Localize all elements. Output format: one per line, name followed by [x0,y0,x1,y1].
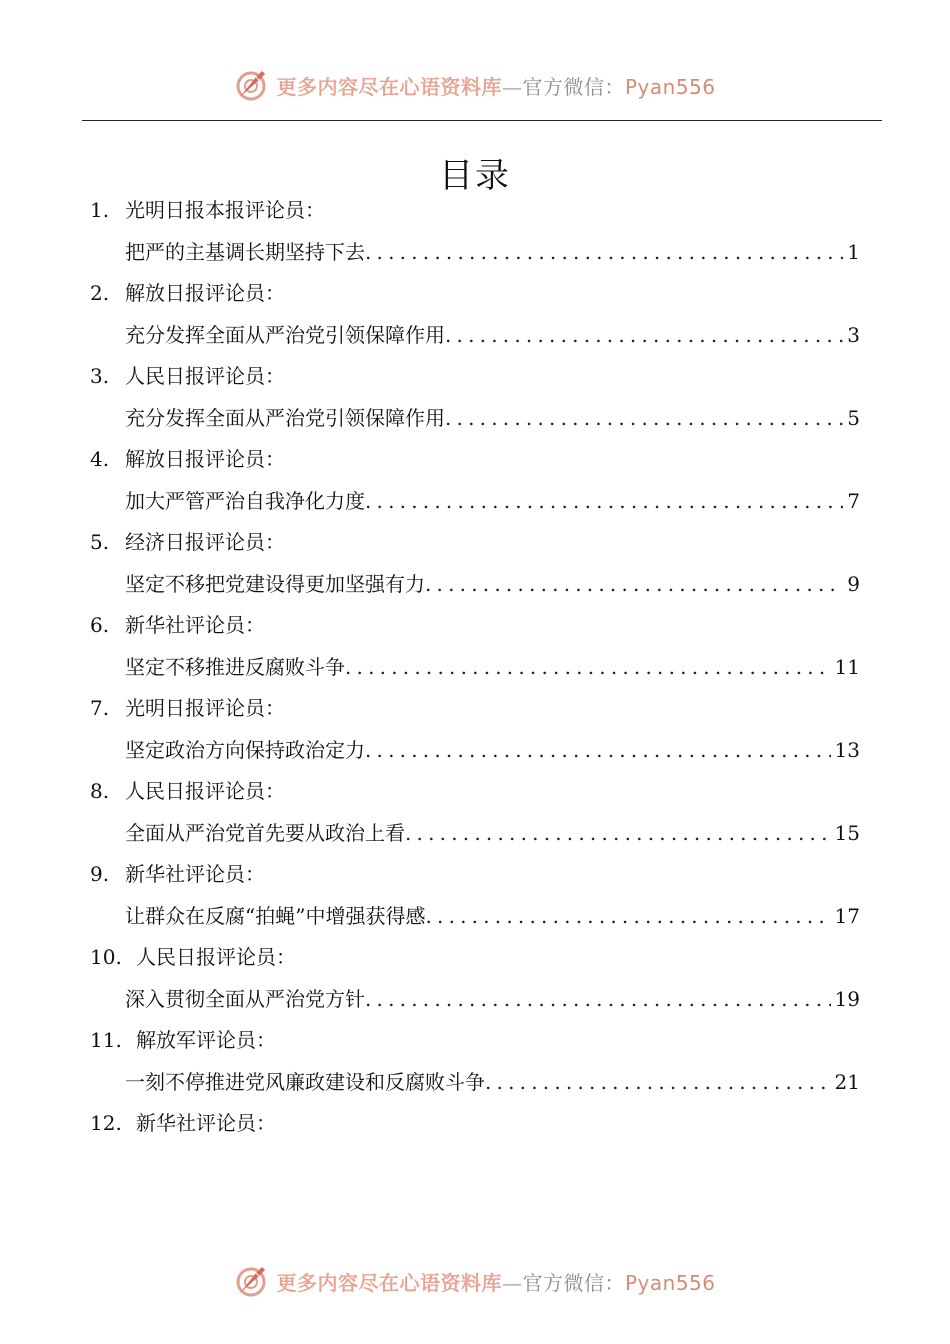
toc-entry-title: 深入贯彻全面从严治党方针 [125,986,365,1011]
dot-leader [365,979,831,1021]
toc-entry-source: 解放日报评论员： [125,447,285,471]
toc-entry-title: 把严的主基调长期坚持下去 [125,239,365,264]
table-of-contents [90,190,860,1145]
toc-entry-title: 加大严管严治自我净化力度 [125,488,365,513]
toc-entry-heading [90,439,860,481]
toc-entry-number: 12. [90,1111,122,1135]
toc-entry-page: 13 [834,737,860,762]
toc-entry-source: 光明日报评论员： [125,696,285,720]
toc-entry-title-line[interactable] [90,315,860,357]
toc-entry[interactable] [90,1020,860,1103]
toc-entry-page: 15 [834,820,860,845]
pen-logo-icon [234,1263,270,1299]
toc-entry-title-line[interactable] [90,232,860,274]
toc-entry-heading [90,688,860,730]
toc-entry-page: 7 [847,488,860,513]
toc-entry-source: 人民日报评论员： [125,779,285,803]
dot-leader [445,315,843,357]
toc-entry-title-line[interactable] [90,1062,860,1104]
toc-entry-heading [90,771,860,813]
banner-text [276,71,715,100]
toc-entry-page: 21 [834,1069,860,1094]
banner-dash: — [501,74,523,99]
toc-entry[interactable] [90,688,860,771]
toc-entry-source: 新华社评论员： [125,862,265,886]
footer-banner [0,1258,950,1304]
toc-entry-title: 坚定不移把党建设得更加坚强有力 [125,571,425,596]
toc-entry-source: 人民日报评论员： [136,945,296,969]
header-banner [0,62,950,108]
banner-text [276,1267,715,1296]
toc-entry[interactable] [90,356,860,439]
toc-entry-heading [90,605,860,647]
toc-entry-page: 19 [834,986,860,1011]
dot-leader [405,813,831,855]
toc-entry-page: 11 [834,654,860,679]
toc-entry[interactable] [90,771,860,854]
toc-entry-number: 5. [90,530,110,554]
toc-entry-page: 1 [847,239,860,264]
toc-entry[interactable] [90,439,860,522]
toc-entry-number: 3. [90,364,110,388]
toc-entry[interactable] [90,937,860,1020]
dot-leader [365,481,843,523]
toc-entry-number: 11. [90,1028,122,1052]
toc-entry-source: 解放军评论员： [136,1028,276,1052]
toc-entry-heading [90,356,860,398]
toc-entry-source: 经济日报评论员： [125,530,285,554]
dot-leader [365,232,843,274]
banner-official-label: 官方微信： [522,1270,625,1295]
toc-entry-heading [90,522,860,564]
toc-entry-source: 光明日报本报评论员： [125,198,325,222]
toc-entry-number: 7. [90,696,110,720]
banner-official-label: 官方微信： [522,74,625,99]
banner-content [234,67,715,103]
toc-entry-source: 人民日报评论员： [125,364,285,388]
toc-entry-title-line[interactable] [90,481,860,523]
toc-entry-heading [90,1103,860,1145]
toc-entry-title: 一刻不停推进党风廉政建设和反腐败斗争 [125,1069,485,1094]
banner-dash: — [501,1270,523,1295]
toc-entry[interactable] [90,1103,860,1145]
toc-entry-heading [90,190,860,232]
toc-entry-title-line[interactable] [90,813,860,855]
toc-entry[interactable] [90,273,860,356]
toc-entry-title-line[interactable] [90,730,860,772]
toc-entry[interactable] [90,605,860,688]
toc-entry-number: 8. [90,779,110,803]
toc-entry[interactable] [90,522,860,605]
toc-entry-heading [90,937,860,979]
dot-leader [365,730,831,772]
toc-entry-number: 4. [90,447,110,471]
toc-entry-heading [90,273,860,315]
toc-entry-title: 坚定不移推进反腐败斗争 [125,654,345,679]
toc-entry-heading [90,854,860,896]
toc-entry-title-line[interactable] [90,398,860,440]
toc-entry-page: 9 [847,571,860,596]
toc-title: 目录 [439,156,511,196]
toc-entry-title: 充分发挥全面从严治党引领保障作用 [125,405,445,430]
toc-entry-title: 让群众在反腐“拍蝇”中增强获得感 [125,903,426,928]
toc-entry-title-line[interactable] [90,896,860,938]
dot-leader [425,896,830,938]
dot-leader [425,564,843,606]
toc-entry-number: 1. [90,198,110,222]
banner-wechat-id: Pyan556 [624,74,716,99]
toc-entry-page: 17 [834,903,860,928]
toc-entry-title: 充分发挥全面从严治党引领保障作用 [125,322,445,347]
toc-entry-number: 6. [90,613,110,637]
toc-entry-title-line[interactable] [90,647,860,689]
dot-leader [445,398,843,440]
header-divider [82,120,882,121]
banner-slogan: 更多内容尽在心语资料库 [276,74,502,99]
toc-entry[interactable] [90,190,860,273]
toc-entry-source: 新华社评论员： [136,1111,276,1135]
toc-entry-number: 9. [90,862,110,886]
toc-entry-title-line[interactable] [90,564,860,606]
toc-entry-source: 解放日报评论员： [125,281,285,305]
banner-slogan: 更多内容尽在心语资料库 [276,1270,502,1295]
dot-leader [485,1062,831,1104]
toc-entry-title-line[interactable] [90,979,860,1021]
toc-entry-number: 2. [90,281,110,305]
toc-entry-title: 全面从严治党首先要从政治上看 [125,820,405,845]
toc-entry-page: 5 [847,405,860,430]
dot-leader [345,647,831,689]
toc-entry-page: 3 [847,322,860,347]
toc-entry-heading [90,1020,860,1062]
banner-content [234,1263,715,1299]
banner-wechat-id: Pyan556 [624,1270,716,1295]
toc-entry-title: 坚定政治方向保持政治定力 [125,737,365,762]
toc-entry-number: 10. [90,945,122,969]
toc-entry[interactable] [90,854,860,937]
pen-logo-icon [234,67,270,103]
toc-entry-source: 新华社评论员： [125,613,265,637]
